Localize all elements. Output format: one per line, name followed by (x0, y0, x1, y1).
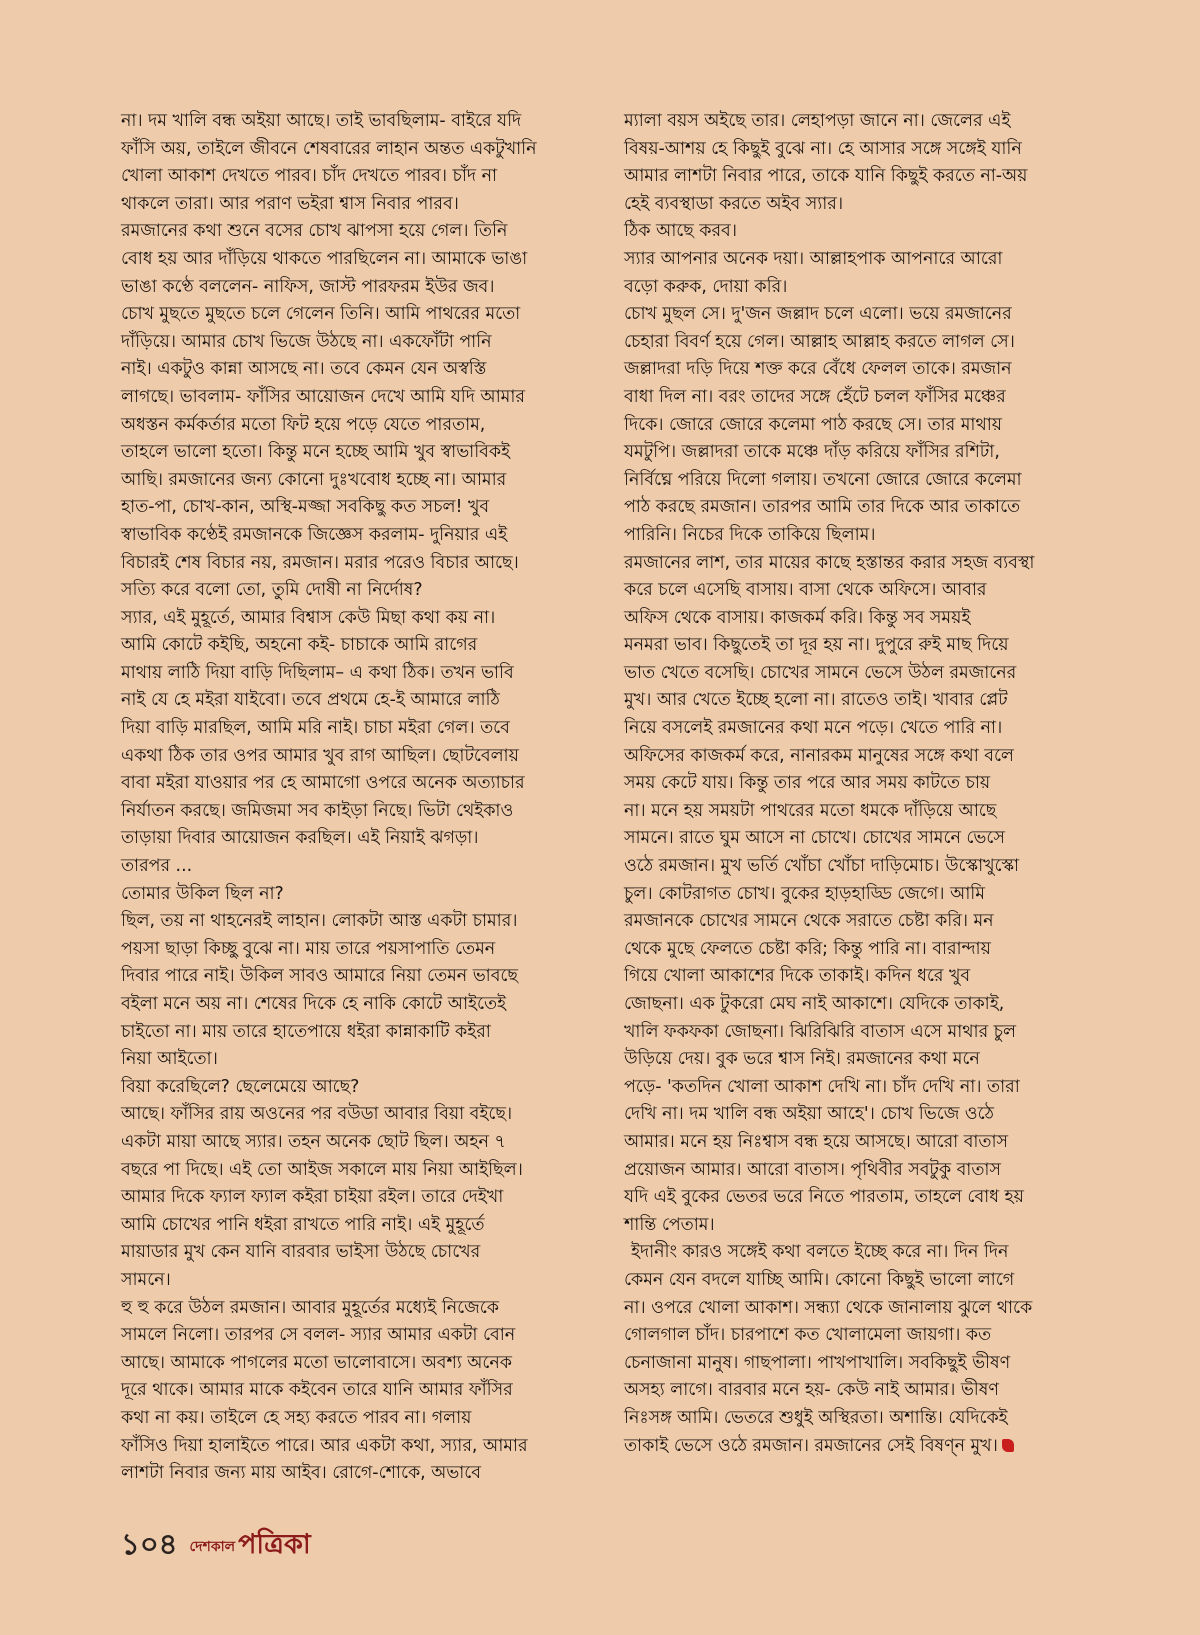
story-end-icon (1002, 1439, 1014, 1452)
page-footer (121, 1522, 311, 1571)
paragraph: বিয়া করেছিলে? ছেলেমেয়ে আছে? (121, 1076, 360, 1097)
paragraph: তোমার উকিল ছিল না? (121, 883, 284, 904)
right-column (624, 108, 1094, 1460)
paragraph: হু হু করে উঠল রমজান। আবার মুহূর্তের মধ্যেই নিজেকে সামলে নিলো। তারপর সে বলল- স্যার আমার একটা বোন আছে। আমাকে পাগলের মতো ভালোবাসে। অবশ্য অনেক দূরে থাকে। আমার মাকে কইবেন তারে যানি আমার ফাঁসির কথা না কয়। তাইলে হে সহ্য করতে পারব না। গলায় ফাঁসিও দিয়া হালাইতে পারে। আর একটা কথা, স্যার, আমার লাশটা নিবার জন্য মায় আইব। রোগে-শোকে, অভাবে (121, 1297, 528, 1484)
final-paragraph (624, 1239, 1094, 1460)
left-column (121, 108, 591, 1488)
paragraph: স্যার, এই মুহূর্তে, আমার বিশ্বাস কেউ মিছা কথা কয় না। আমি কোটে কইছি, অহনো কই- চাচাকে আমি রাগের মাথায় লাঠি দিয়া বাড়ি দিছিলাম– এ কথা ঠিক। তখন ভাবি নাই যে হে মইরা যাইবো। তবে প্রথমে হে-ই আমারে লাঠি দিয়া বাড়ি মারছিল, আমি মরি নাই। চাচা মইরা গেল। তবে একথা ঠিক তার ওপর আমার খুব রাগ আছিল। ছোটবেলায় বাবা মইরা যাওয়ার পর হে আমাগো ওপরে অনেক অত্যাচার নির্যাতন করছে। জমিজমা সব কাইড়া নিছে। ভিটা থেইকাও তাড়ায়া দিবার আয়োজন করছিল। এই নিয়াই ঝগড়া। তারপর ... (121, 607, 525, 877)
paragraph: ম্যালা বয়স অইছে তার। লেহাপড়া জানে না। জেলের এই বিষয়-আশয় হে কিছুই বুঝে না। হে আসার সঙ্গে সঙ্গেই যানি আমার লাশটা নিবার পারে, তাকে যানি কিছুই করতে না-অয় হেই ব্যবস্থাডা করতে অইব স্যার। (624, 111, 1028, 214)
paragraph: স্যার আপনার অনেক দয়া। আল্লাহপাক আপনারে আরো বড়ো করুক, দোয়া করি। (624, 248, 1003, 297)
logo-small-text: দেশকাল (189, 1538, 236, 1555)
logo-big-text: পত্রিকা (238, 1529, 311, 1560)
paragraph: ছিল, তয় না থাহনেরই লাহান। লোকটা আস্ত একটা চামার। পয়সা ছাড়া কিচ্ছু বুঝে না। মায় তারে পয়সাপাতি তেমন দিবার পারে নাই। উকিল সাবও আমারে নিয়া তেমন ভাবছে বইলা মনে অয় না। শেষের দিকে হে নাকি কোটে আইতেই চাইতো না। মায় তারে হাতেপায়ে ধইরা কান্নাকাটি কইরা নিয়া আইতো। (121, 911, 518, 1070)
paragraph: ঠিক আছে করব। (624, 221, 737, 242)
paragraph: চোখ মুছল সে। দু'জন জল্লাদ চলে এলো। ভয়ে রমজানের চেহারা বিবর্ণ হয়ে গেল। আল্লাহ আল্লাহ করতে লাগল সে। জল্লাদরা দড়ি দিয়ে শক্ত করে বেঁধে ফেলল তাকে। রমজান বাধা দিল না। বরং তাদের সঙ্গে হেঁটে চলল ফাঁসির মঞ্চের দিকে। জোরে জোরে কলেমা পাঠ করছে সে। তার মাথায় যমটুপি। জল্লাদরা তাকে মঞ্চে দাঁড় করিয়ে ফাঁসির রশিটা, নির্বিঘ্নে পরিয়ে দিলো গলায়। তখনো জোরে জোরে কলেমা পাঠ করছে রমজান। তারপর আমি তার দিকে আর তাকাতে পারিনি। নিচের দিকে তাকিয়ে ছিলাম। (624, 304, 1022, 545)
paragraph: আছে। ফাঁসির রায় অওনের পর বউডা আবার বিয়া বইছে। একটা মায়া আছে স্যার। তহন অনেক ছোট ছিল। অহন ৭ বছরে পা দিছে। এই তো আইজ সকালে মায় নিয়া আইছিল। আমার দিকে ফ্যাল ফ্যাল কইরা চাইয়া রইল। তারে দেইখা আমি চোখের পানি ধইরা রাখতে পারি নাই। এই মুহূর্তে মায়াডার মুখ কেন যানি বারবার ভাইসা উঠছে চোখের সামনে। (121, 1104, 523, 1290)
paragraph: রমজানের কথা শুনে বসের চোখ ঝাপসা হয়ে গেল। তিনি বোধ হয় আর দাঁড়িয়ে থাকতে পারছিলেন না। আমাকে ভাঙা ভাঙা কণ্ঠে বললেন- নাফিস, জাস্ট পারফরম ইউর জব। চোখ মুছতে মুছতে চলে গেলেন তিনি। আমি পাথরের মতো দাঁড়িয়ে। আমার চোখ ভিজে উঠছে না। একফোঁটা পানি নাই। একটুও কান্না আসছে না। তবে কেমন যেন অস্বস্তি লাগছে। ভাবলাম- ফাঁসির আয়োজন দেখে আমি যদি আমার অধস্তন কর্মকর্তার মতো ফিট হয়ে পড়ে যেতে পারতাম, তাহলে ভালো হতো। কিন্তু মনে হচ্ছে আমি খুব স্বাভাবিকই আছি। রমজানের জন্য কোনো দুঃখবোধ হচ্ছে না। আমার হাত-পা, চোখ-কান, অস্থি-মজ্জা সবকিছু কত সচল! খুব স্বাভাবিক কণ্ঠেই রমজানকে জিজ্ঞেস করলাম- দুনিয়ার এই বিচারই শেষ বিচার নয়, রমজান। মরার পরেও বিচার আছে। সত্যি করে বলো তো, তুমি দোষী না নির্দোষ? (121, 221, 528, 601)
magazine-logo (190, 1524, 311, 1569)
page-number: ১০৪ (121, 1527, 178, 1561)
paragraph: না। দম খালি বন্ধ অইয়া আছে। তাই ভাবছিলাম- বাইরে যদি ফাঁসি অয়, তাইলে জীবনে শেষবারের লাহান অন্তত একটুখানি খোলা আকাশ দেখতে পারব। চাঁদ দেখতে পারব। চাঁদ না থাকলে তারা। আর পরাণ ভইরা শ্বাস নিবার পারব। (121, 111, 537, 214)
paragraph: রমজানের লাশ, তার মায়ের কাছে হস্তান্তর করার সহজ ব্যবস্থা করে চলে এসেছি বাসায়। বাসা থেকে অফিসে। আবার অফিস থেকে বাসায়। কাজকর্ম করি। কিন্তু সব সময়ই মনমরা ভাব। কিছুতেই তা দূর হয় না। দুপুরে রুই মাছ দিয়ে ভাত খেতে বসেছি। চোখের সামনে ভেসে উঠল রমজানের মুখ। আর খেতে ইচ্ছে হলো না। রাতেও তাই। খাবার প্লেট নিয়ে বসলেই রমজানের কথা মনে পড়ে। খেতে পারি না। অফিসের কাজকর্ম করে, নানারকম মানুষের সঙ্গে কথা বলে সময় কেটে যায়। কিন্তু তার পরে আর সময় কাটতে চায় না। মনে হয় সময়টা পাথরের মতো ধমকে দাঁড়িয়ে আছে সামনে। রাতে ঘুম আসে না চোখে। চোখের সামনে ভেসে ওঠে রমজান। মুখ ভর্তি খোঁচা খোঁচা দাড়িমোচ। উস্কোখুস্কো চুল। কোটরাগত চোখ। বুকের হাড়হাড্ডি জেগে। আমি রমজানকে চোখের সামনে থেকে সরাতে চেষ্টা করি। মন থেকে মুছে ফেলতে চেষ্টা করি; কিন্তু পারি না। বারান্দায় গিয়ে খোলা আকাশের দিকে তাকাই। কদিন ধরে খুব জোছনা। এক টুকরো মেঘ নাই আকাশে। যেদিকে তাকাই, খালি ফকফকা জোছনা। ঝিরিঝিরি বাতাস এসে মাথার চুল উড়িয়ে দেয়। বুক ভরে শ্বাস নিই। রমজানের কথা মনে পড়ে- 'কতদিন খোলা আকাশ দেখি না। চাঁদ দেখি না। তারা দেখি না। দম খালি বন্ধ অইয়া আহে'। চোখ ভিজে ওঠে আমার। মনে হয় নিঃশ্বাস বন্ধ হয়ে আসছে। আরো বাতাস প্রয়োজন আমার। আরো বাতাস। পৃথিবীর সবটুকু বাতাস যদি এই বুকের ভেতর ভরে নিতে পারতাম, তাহলে বোধ হয় শান্তি পেতাম। (624, 552, 1035, 1235)
final-paragraph-text: ইদানীং কারও সঙ্গেই কথা বলতে ইচ্ছে করে না। দিন দিন কেমন যেন বদলে যাচ্ছি আমি। কোনো কিছুই ভালো লাগে না। ওপরে খোলা আকাশ। সন্ধ্যা থেকে জানালায় ঝুলে থাকে গোলগাল চাঁদ। চারপাশে কত খোলামেলা জায়গা। কত চেনাজানা মানুষ। গাছপালা। পাখপাখালি। সবকিছুই ভীষণ অসহ্য লাগে। বারবার মনে হয়- কেউ নাই আমার। ভীষণ নিঃসঙ্গ আমি। ভেতরে শুধুই অস্থিরতা। অশান্তি। যেদিকেই তাকাই ভেসে ওঠে রমজান। রমজানের সেই বিষণ্ন মুখ। (624, 1242, 1033, 1456)
